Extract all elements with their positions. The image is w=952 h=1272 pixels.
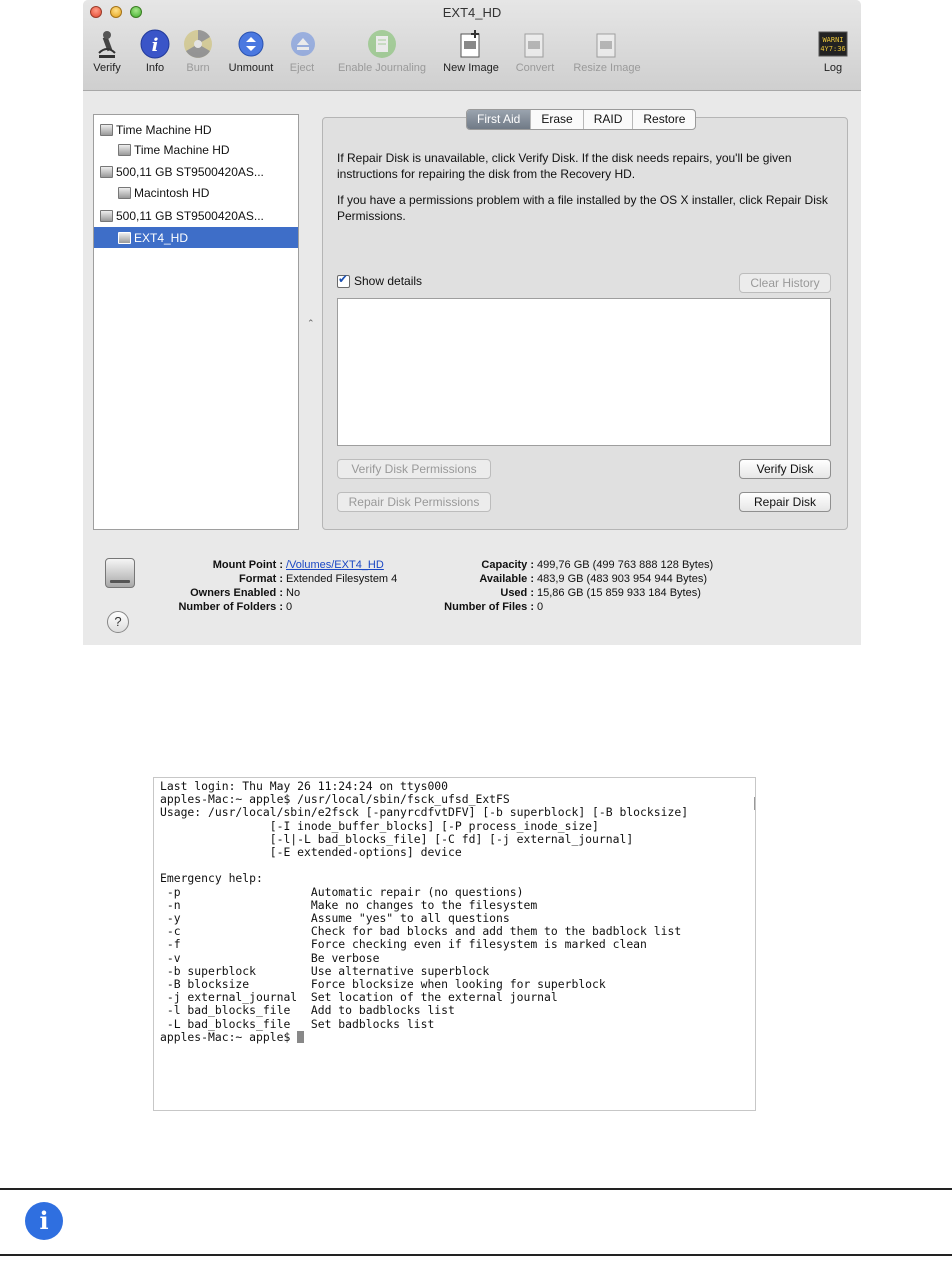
info-values-left [286, 558, 397, 614]
terminal-line: apples-Mac:~ apple$ /usr/local/sbin/fsck_ufsd_ExtFS [160, 792, 510, 807]
burn-tool-button[interactable]: Burn [180, 28, 216, 80]
repair-disk-instructions: If Repair Disk is unavailable, click Verify Disk. If the disk needs repairs, you'll be given instructions for repairing the disk from the Recovery HD. [337, 151, 792, 181]
format-value: Extended Filesystem 4 [286, 573, 398, 585]
number-of-folders-value: 0 [286, 601, 293, 613]
terminal-line: [-E extended-options] device [160, 845, 462, 860]
terminal-line: [-I inode_buffer_blocks] [-P process_inode_size] [160, 818, 599, 833]
hard-disk-icon [100, 124, 113, 136]
info-tool-button[interactable]: i Info [135, 28, 175, 80]
owners-enabled-value: No [286, 587, 301, 599]
sidebar-item-time-machine-disk[interactable]: Time Machine HD [94, 119, 304, 140]
terminal-line: Usage: /usr/local/sbin/e2fsck [-panyrcdfvtDFV] [-b superblock] [-B blocksize] [160, 805, 689, 820]
terminal-line: -n Make no changes to the filesystem [160, 897, 538, 912]
info-icon [139, 28, 171, 60]
terminal-line: Last login: Thu May 26 11:24:24 on ttys000 [160, 779, 449, 793]
info-labels-left: Mount Point : Format : Owners Enabled : Number of Folders : [178, 559, 283, 613]
terminal-line: [-l|-L bad_blocks_file] [-C fd] [-j external_journal] [160, 831, 634, 846]
used-value: 15,86 GB (15 859 933 184 Bytes) [537, 587, 701, 599]
microscope-icon [91, 28, 123, 60]
note-box [0, 1188, 952, 1256]
hard-disk-icon [100, 166, 113, 178]
info-note-icon: i [25, 1202, 63, 1240]
terminal-prompt: apples-Mac:~ apple$ [160, 1029, 298, 1044]
tab-first-aid[interactable]: First Aid [467, 110, 531, 129]
verify-tool-button[interactable]: Verify [89, 28, 125, 80]
verify-disk-button[interactable]: Verify Disk [739, 459, 831, 479]
terminal-line: -y Assume "yes" to all questions [160, 911, 510, 926]
disk-utility-window [83, 0, 861, 645]
tab-raid[interactable]: RAID [584, 110, 634, 129]
terminal-line: -c Check for bad blocks and add them to the badblock list [160, 924, 682, 939]
journal-icon [366, 28, 398, 60]
terminal-line: -p Automatic repair (no questions) [160, 884, 524, 899]
hard-disk-icon [100, 210, 113, 222]
number-of-files-value: 0 [537, 601, 544, 613]
burn-icon [182, 28, 214, 60]
resize-image-icon [591, 28, 623, 60]
terminal-line: -l bad_blocks_file Add to badblocks list [160, 1003, 455, 1018]
terminal-window[interactable] [153, 777, 756, 1111]
volume-icon [118, 187, 131, 199]
unmount-tool-button[interactable]: Unmount [223, 28, 279, 80]
volume-icon [118, 144, 131, 156]
sidebar-item-ext4-hd[interactable]: EXT4_HD [94, 227, 298, 248]
terminal-line: -b superblock Use alternative superblock [160, 963, 490, 978]
log-icon [817, 28, 849, 60]
enable-journaling-tool-button[interactable]: Enable Journaling [330, 28, 434, 80]
sidebar-item-disk-2[interactable]: 500,11 GB ST9500420AS... [94, 205, 304, 226]
verify-disk-permissions-button[interactable]: Verify Disk Permissions [337, 459, 491, 479]
log-icon-line-1: WARNI [822, 36, 844, 44]
show-details-checkbox[interactable]: ✔ Show details [337, 274, 422, 288]
log-icon-line-2: 4Y7:36 [820, 45, 846, 53]
terminal-line: -j external_journal Set location of the external journal [160, 990, 558, 1005]
terminal-line: Emergency help: [160, 871, 263, 886]
terminal-line: -L bad_blocks_file Set badblocks list [160, 1016, 435, 1031]
eject-icon [287, 28, 319, 60]
repair-disk-button[interactable]: Repair Disk [739, 492, 831, 512]
log-tool-button[interactable]: WARNI 4Y7:36 Log [815, 28, 851, 80]
details-log-area[interactable] [337, 298, 831, 446]
tab-restore[interactable]: Restore [643, 112, 686, 126]
new-image-icon [455, 28, 487, 60]
sidebar-item-macintosh-hd[interactable]: Macintosh HD [94, 182, 322, 203]
terminal-line: -v Be verbose [160, 950, 380, 965]
volume-icon [118, 232, 131, 244]
checkbox-checked-icon [337, 275, 350, 288]
new-image-tool-button[interactable]: New Image [439, 28, 503, 80]
terminal-line: -B blocksize Force blocksize when looking for superblock [160, 977, 606, 992]
clear-history-button[interactable]: Clear History [739, 273, 831, 293]
sidebar-item-time-machine-volume[interactable]: Time Machine HD [94, 139, 322, 160]
svg-text:i: i [151, 35, 159, 56]
split-view-handle[interactable]: ⌃ [307, 318, 315, 328]
unmount-icon [235, 28, 267, 60]
terminal-output [154, 778, 755, 1046]
repair-disk-permissions-button[interactable]: Repair Disk Permissions [337, 492, 491, 512]
tab-bar [466, 109, 696, 130]
info-values-right [537, 558, 713, 614]
capacity-value: 499,76 GB (499 763 888 128 Bytes) [537, 559, 714, 571]
help-button[interactable]: ? [107, 611, 129, 633]
sidebar-item-disk-1[interactable]: 500,11 GB ST9500420AS... [94, 161, 304, 182]
info-labels-right: Capacity : Available : Used : Number of Files : [444, 559, 534, 613]
window-titlebar [83, 0, 861, 91]
permissions-instructions: If you have a permissions problem with a file installed by the OS X installer, click Repair Disk Permissions. [337, 193, 828, 223]
resize-image-tool-button[interactable]: Resize Image [567, 28, 647, 80]
disk-list-sidebar[interactable] [93, 114, 299, 530]
window-title: EXT4_HD [442, 5, 502, 20]
convert-tool-button[interactable]: Convert [511, 28, 559, 80]
terminal-line: -f Force checking even if filesystem is marked clean [160, 937, 647, 952]
terminal-scroll-marker [754, 797, 755, 810]
terminal-cursor [297, 1031, 304, 1043]
eject-tool-button[interactable]: Eject [287, 28, 317, 80]
convert-icon [519, 28, 551, 60]
available-value: 483,9 GB (483 903 954 944 Bytes) [537, 573, 708, 585]
mount-point-link[interactable]: /Volumes/EXT4_HD [286, 559, 384, 571]
tab-erase[interactable]: Erase [531, 110, 583, 129]
